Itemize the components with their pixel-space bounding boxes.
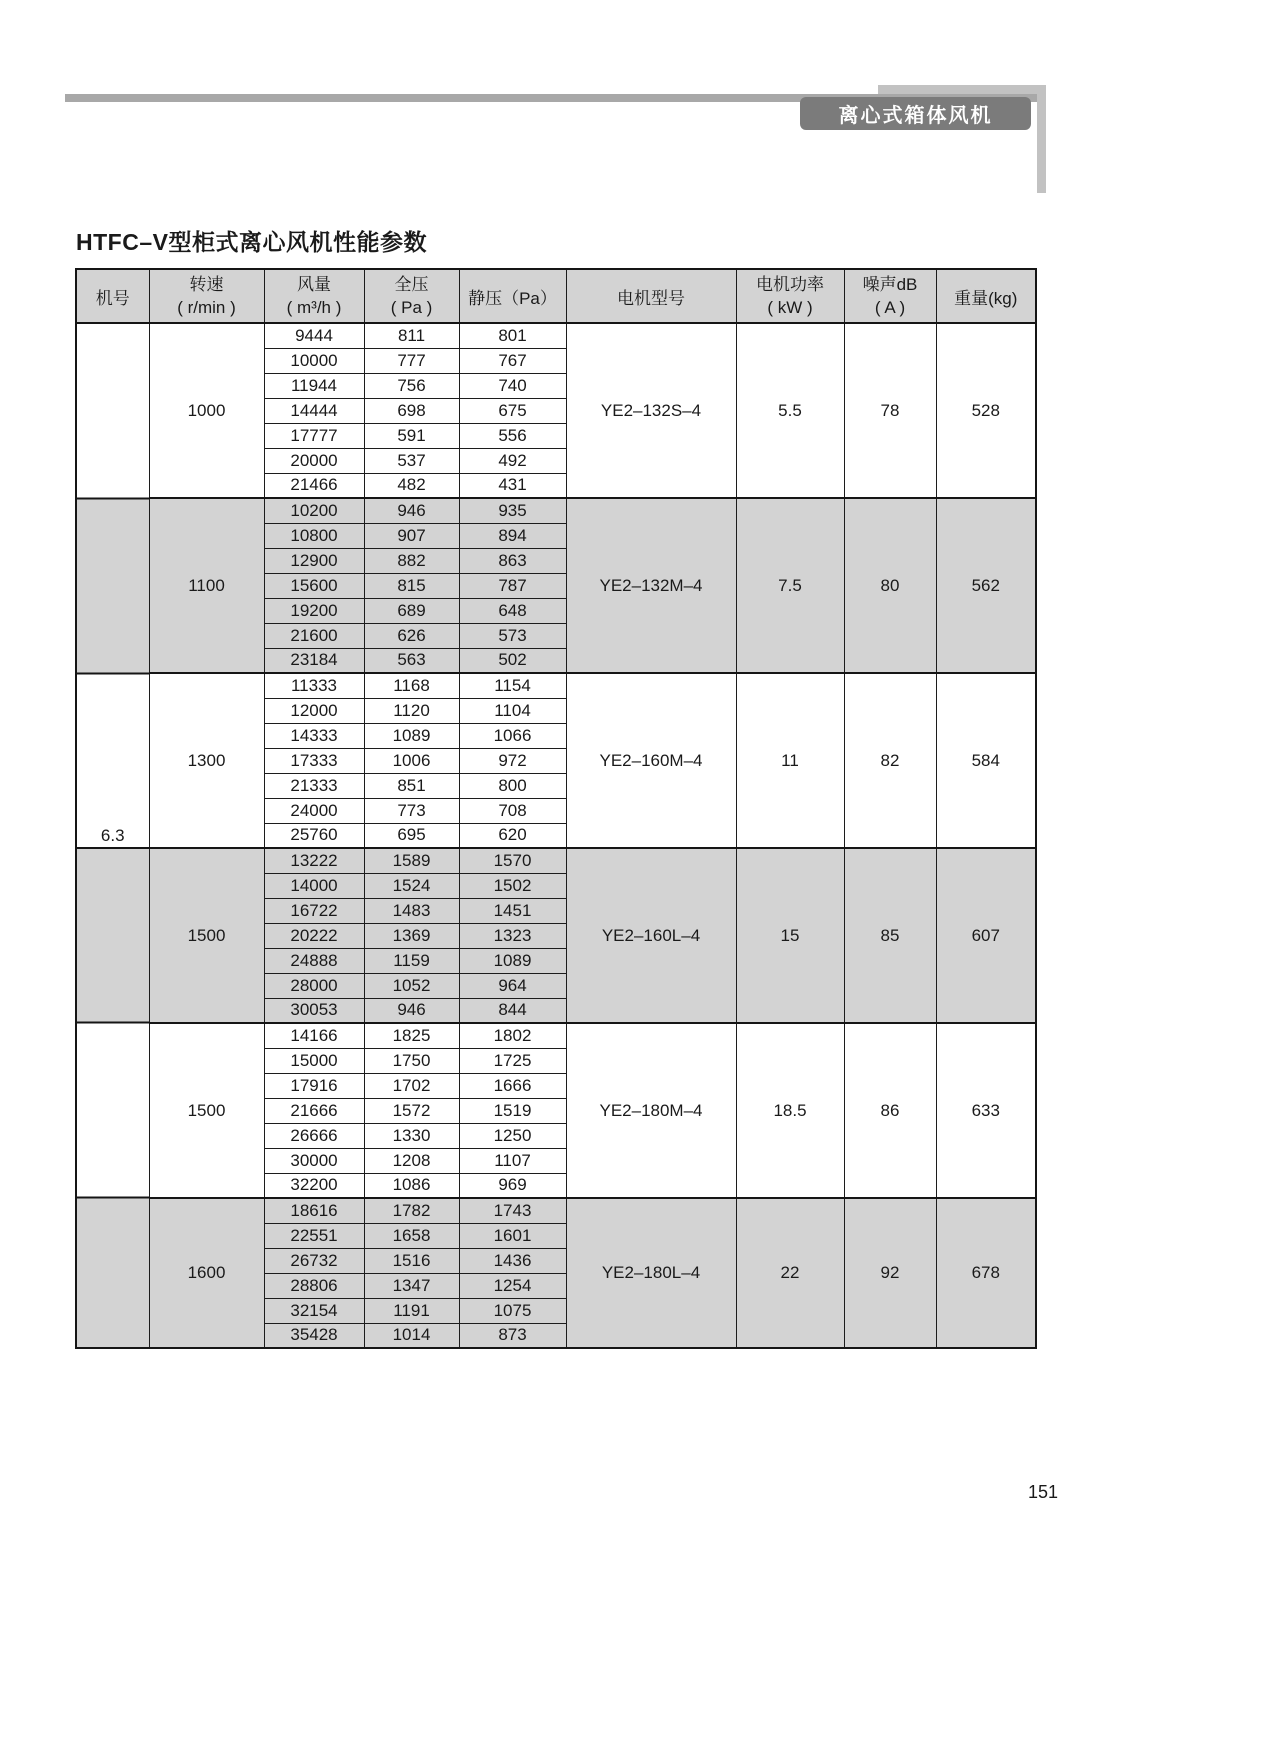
flow-cell: 17777 <box>264 423 364 448</box>
static-pressure-cell: 708 <box>459 798 566 823</box>
total-pressure-cell: 1168 <box>364 673 459 698</box>
flow-cell: 12000 <box>264 698 364 723</box>
static-pressure-cell: 502 <box>459 648 566 673</box>
header-row <box>76 269 1036 323</box>
flow-cell: 28000 <box>264 973 364 998</box>
corner-accent-vertical <box>1037 85 1046 193</box>
header-line2: ( m³/h ) <box>286 298 342 317</box>
static-pressure-cell: 1451 <box>459 898 566 923</box>
header-line1: 电机功率 <box>756 275 824 294</box>
speed-cell: 1000 <box>149 323 264 498</box>
machine-number-cell: 6.3 <box>76 323 149 1348</box>
total-pressure-cell: 1658 <box>364 1223 459 1248</box>
total-pressure-cell: 563 <box>364 648 459 673</box>
col-header-0 <box>76 269 149 323</box>
flow-cell: 14444 <box>264 398 364 423</box>
static-pressure-cell: 801 <box>459 323 566 348</box>
static-pressure-cell: 1254 <box>459 1273 566 1298</box>
table-row <box>76 673 1036 698</box>
static-pressure-cell: 675 <box>459 398 566 423</box>
flow-cell: 17916 <box>264 1073 364 1098</box>
motor-power-cell: 18.5 <box>736 1023 844 1198</box>
corner-accent-horizontal <box>878 85 1046 94</box>
col-header-3 <box>364 269 459 323</box>
total-pressure-cell: 1516 <box>364 1248 459 1273</box>
flow-cell: 11333 <box>264 673 364 698</box>
total-pressure-cell: 482 <box>364 473 459 498</box>
noise-cell: 86 <box>844 1023 936 1198</box>
flow-cell: 18616 <box>264 1198 364 1223</box>
flow-cell: 20000 <box>264 448 364 473</box>
table-row <box>76 848 1036 873</box>
total-pressure-cell: 1750 <box>364 1048 459 1073</box>
total-pressure-cell: 1825 <box>364 1023 459 1048</box>
speed-cell: 1500 <box>149 848 264 1023</box>
motor-model-cell: YE2–132S–4 <box>566 323 736 498</box>
static-pressure-cell: 894 <box>459 523 566 548</box>
total-pressure-cell: 1052 <box>364 973 459 998</box>
page-title: HTFC–V型柜式离心风机性能参数 <box>76 229 427 255</box>
header-line2: ( A ) <box>874 298 906 317</box>
header-line2: ( Pa ) <box>390 298 433 317</box>
noise-cell: 78 <box>844 323 936 498</box>
motor-power-cell: 7.5 <box>736 498 844 673</box>
flow-cell: 20222 <box>264 923 364 948</box>
static-pressure-cell: 787 <box>459 573 566 598</box>
motor-model-cell: YE2–160M–4 <box>566 673 736 848</box>
motor-model-cell: YE2–180M–4 <box>566 1023 736 1198</box>
col-header-5 <box>566 269 736 323</box>
flow-cell: 14333 <box>264 723 364 748</box>
total-pressure-cell: 946 <box>364 498 459 523</box>
motor-power-cell: 22 <box>736 1198 844 1348</box>
header-label: 机号 <box>95 288 130 308</box>
total-pressure-cell: 1120 <box>364 698 459 723</box>
total-pressure-cell: 1702 <box>364 1073 459 1098</box>
total-pressure-cell: 1159 <box>364 948 459 973</box>
total-pressure-cell: 1483 <box>364 898 459 923</box>
static-pressure-cell: 620 <box>459 823 566 848</box>
flow-cell: 35428 <box>264 1323 364 1348</box>
total-pressure-cell: 1086 <box>364 1173 459 1198</box>
static-pressure-cell: 1066 <box>459 723 566 748</box>
header-label: 重量(kg) <box>954 288 1018 308</box>
total-pressure-cell: 1589 <box>364 848 459 873</box>
flow-cell: 32154 <box>264 1298 364 1323</box>
flow-cell: 11944 <box>264 373 364 398</box>
col-header-8 <box>936 269 1036 323</box>
table-row <box>76 1023 1036 1048</box>
total-pressure-cell: 698 <box>364 398 459 423</box>
motor-power-cell: 11 <box>736 673 844 848</box>
static-pressure-cell: 573 <box>459 623 566 648</box>
static-pressure-cell: 873 <box>459 1323 566 1348</box>
total-pressure-cell: 1006 <box>364 748 459 773</box>
table-row <box>76 1198 1036 1223</box>
header-label: 静压（Pa） <box>468 288 557 308</box>
header-line2: ( kW ) <box>767 298 813 317</box>
static-pressure-cell: 1323 <box>459 923 566 948</box>
flow-cell: 21466 <box>264 473 364 498</box>
total-pressure-cell: 591 <box>364 423 459 448</box>
table-row <box>76 498 1036 523</box>
static-pressure-cell: 1743 <box>459 1198 566 1223</box>
weight-cell: 633 <box>936 1023 1036 1198</box>
noise-cell: 80 <box>844 498 936 673</box>
flow-cell: 23184 <box>264 648 364 673</box>
total-pressure-cell: 1782 <box>364 1198 459 1223</box>
flow-cell: 21600 <box>264 623 364 648</box>
section-badge-label: 离心式箱体风机 <box>838 105 993 127</box>
flow-cell: 13222 <box>264 848 364 873</box>
motor-power-cell: 5.5 <box>736 323 844 498</box>
static-pressure-cell: 863 <box>459 548 566 573</box>
static-pressure-cell: 1250 <box>459 1123 566 1148</box>
static-pressure-cell: 1666 <box>459 1073 566 1098</box>
flow-cell: 17333 <box>264 748 364 773</box>
total-pressure-cell: 1014 <box>364 1323 459 1348</box>
total-pressure-cell: 626 <box>364 623 459 648</box>
flow-cell: 10800 <box>264 523 364 548</box>
static-pressure-cell: 1436 <box>459 1248 566 1273</box>
flow-cell: 28806 <box>264 1273 364 1298</box>
static-pressure-cell: 1154 <box>459 673 566 698</box>
flow-cell: 30000 <box>264 1148 364 1173</box>
table-row <box>76 323 1036 348</box>
static-pressure-cell: 800 <box>459 773 566 798</box>
performance-table <box>75 268 1037 1349</box>
static-pressure-cell: 492 <box>459 448 566 473</box>
page-number: 151 <box>1028 1482 1059 1502</box>
header-line2: ( r/min ) <box>177 298 236 317</box>
static-pressure-cell: 964 <box>459 973 566 998</box>
static-pressure-cell: 556 <box>459 423 566 448</box>
static-pressure-cell: 972 <box>459 748 566 773</box>
header-label: 电机型号 <box>617 288 685 308</box>
header-line1: 转速 <box>189 275 224 294</box>
static-pressure-cell: 767 <box>459 348 566 373</box>
col-header-6 <box>736 269 844 323</box>
static-pressure-cell: 740 <box>459 373 566 398</box>
total-pressure-cell: 537 <box>364 448 459 473</box>
speed-cell: 1300 <box>149 673 264 848</box>
weight-cell: 562 <box>936 498 1036 673</box>
static-pressure-cell: 1107 <box>459 1148 566 1173</box>
total-pressure-cell: 1330 <box>364 1123 459 1148</box>
total-pressure-cell: 1572 <box>364 1098 459 1123</box>
total-pressure-cell: 815 <box>364 573 459 598</box>
static-pressure-cell: 1075 <box>459 1298 566 1323</box>
weight-cell: 584 <box>936 673 1036 848</box>
total-pressure-cell: 1191 <box>364 1298 459 1323</box>
flow-cell: 12900 <box>264 548 364 573</box>
static-pressure-cell: 1089 <box>459 948 566 973</box>
flow-cell: 16722 <box>264 898 364 923</box>
motor-model-cell: YE2–180L–4 <box>566 1198 736 1348</box>
total-pressure-cell: 1369 <box>364 923 459 948</box>
noise-cell: 82 <box>844 673 936 848</box>
flow-cell: 24888 <box>264 948 364 973</box>
speed-cell: 1100 <box>149 498 264 673</box>
noise-cell: 92 <box>844 1198 936 1348</box>
static-pressure-cell: 1601 <box>459 1223 566 1248</box>
flow-cell: 14166 <box>264 1023 364 1048</box>
flow-cell: 26732 <box>264 1248 364 1273</box>
static-pressure-cell: 1502 <box>459 873 566 898</box>
speed-cell: 1500 <box>149 1023 264 1198</box>
total-pressure-cell: 689 <box>364 598 459 623</box>
total-pressure-cell: 1524 <box>364 873 459 898</box>
flow-cell: 26666 <box>264 1123 364 1148</box>
static-pressure-cell: 1570 <box>459 848 566 873</box>
total-pressure-cell: 1347 <box>364 1273 459 1298</box>
total-pressure-cell: 1208 <box>364 1148 459 1173</box>
static-pressure-cell: 431 <box>459 473 566 498</box>
static-pressure-cell: 844 <box>459 998 566 1023</box>
total-pressure-cell: 946 <box>364 998 459 1023</box>
total-pressure-cell: 1089 <box>364 723 459 748</box>
noise-cell: 85 <box>844 848 936 1023</box>
static-pressure-cell: 648 <box>459 598 566 623</box>
header-line1: 噪声dB <box>862 275 918 294</box>
total-pressure-cell: 695 <box>364 823 459 848</box>
motor-model-cell: YE2–132M–4 <box>566 498 736 673</box>
static-pressure-cell: 935 <box>459 498 566 523</box>
col-header-4 <box>459 269 566 323</box>
header-line1: 风量 <box>297 275 331 294</box>
static-pressure-cell: 1519 <box>459 1098 566 1123</box>
flow-cell: 25760 <box>264 823 364 848</box>
flow-cell: 19200 <box>264 598 364 623</box>
static-pressure-cell: 969 <box>459 1173 566 1198</box>
total-pressure-cell: 777 <box>364 348 459 373</box>
flow-cell: 9444 <box>264 323 364 348</box>
static-pressure-cell: 1104 <box>459 698 566 723</box>
flow-cell: 30053 <box>264 998 364 1023</box>
flow-cell: 21333 <box>264 773 364 798</box>
flow-cell: 21666 <box>264 1098 364 1123</box>
flow-cell: 10000 <box>264 348 364 373</box>
motor-power-cell: 15 <box>736 848 844 1023</box>
col-header-2 <box>264 269 364 323</box>
flow-cell: 15600 <box>264 573 364 598</box>
total-pressure-cell: 773 <box>364 798 459 823</box>
header-line1: 全压 <box>394 275 429 294</box>
total-pressure-cell: 851 <box>364 773 459 798</box>
static-pressure-cell: 1802 <box>459 1023 566 1048</box>
weight-cell: 607 <box>936 848 1036 1023</box>
weight-cell: 528 <box>936 323 1036 498</box>
total-pressure-cell: 882 <box>364 548 459 573</box>
flow-cell: 14000 <box>264 873 364 898</box>
static-pressure-cell: 1725 <box>459 1048 566 1073</box>
col-header-7 <box>844 269 936 323</box>
col-header-1 <box>149 269 264 323</box>
total-pressure-cell: 907 <box>364 523 459 548</box>
speed-cell: 1600 <box>149 1198 264 1348</box>
flow-cell: 10200 <box>264 498 364 523</box>
flow-cell: 24000 <box>264 798 364 823</box>
section-badge <box>800 97 1031 130</box>
flow-cell: 32200 <box>264 1173 364 1198</box>
total-pressure-cell: 811 <box>364 323 459 348</box>
motor-model-cell: YE2–160L–4 <box>566 848 736 1023</box>
total-pressure-cell: 756 <box>364 373 459 398</box>
weight-cell: 678 <box>936 1198 1036 1348</box>
flow-cell: 22551 <box>264 1223 364 1248</box>
flow-cell: 15000 <box>264 1048 364 1073</box>
